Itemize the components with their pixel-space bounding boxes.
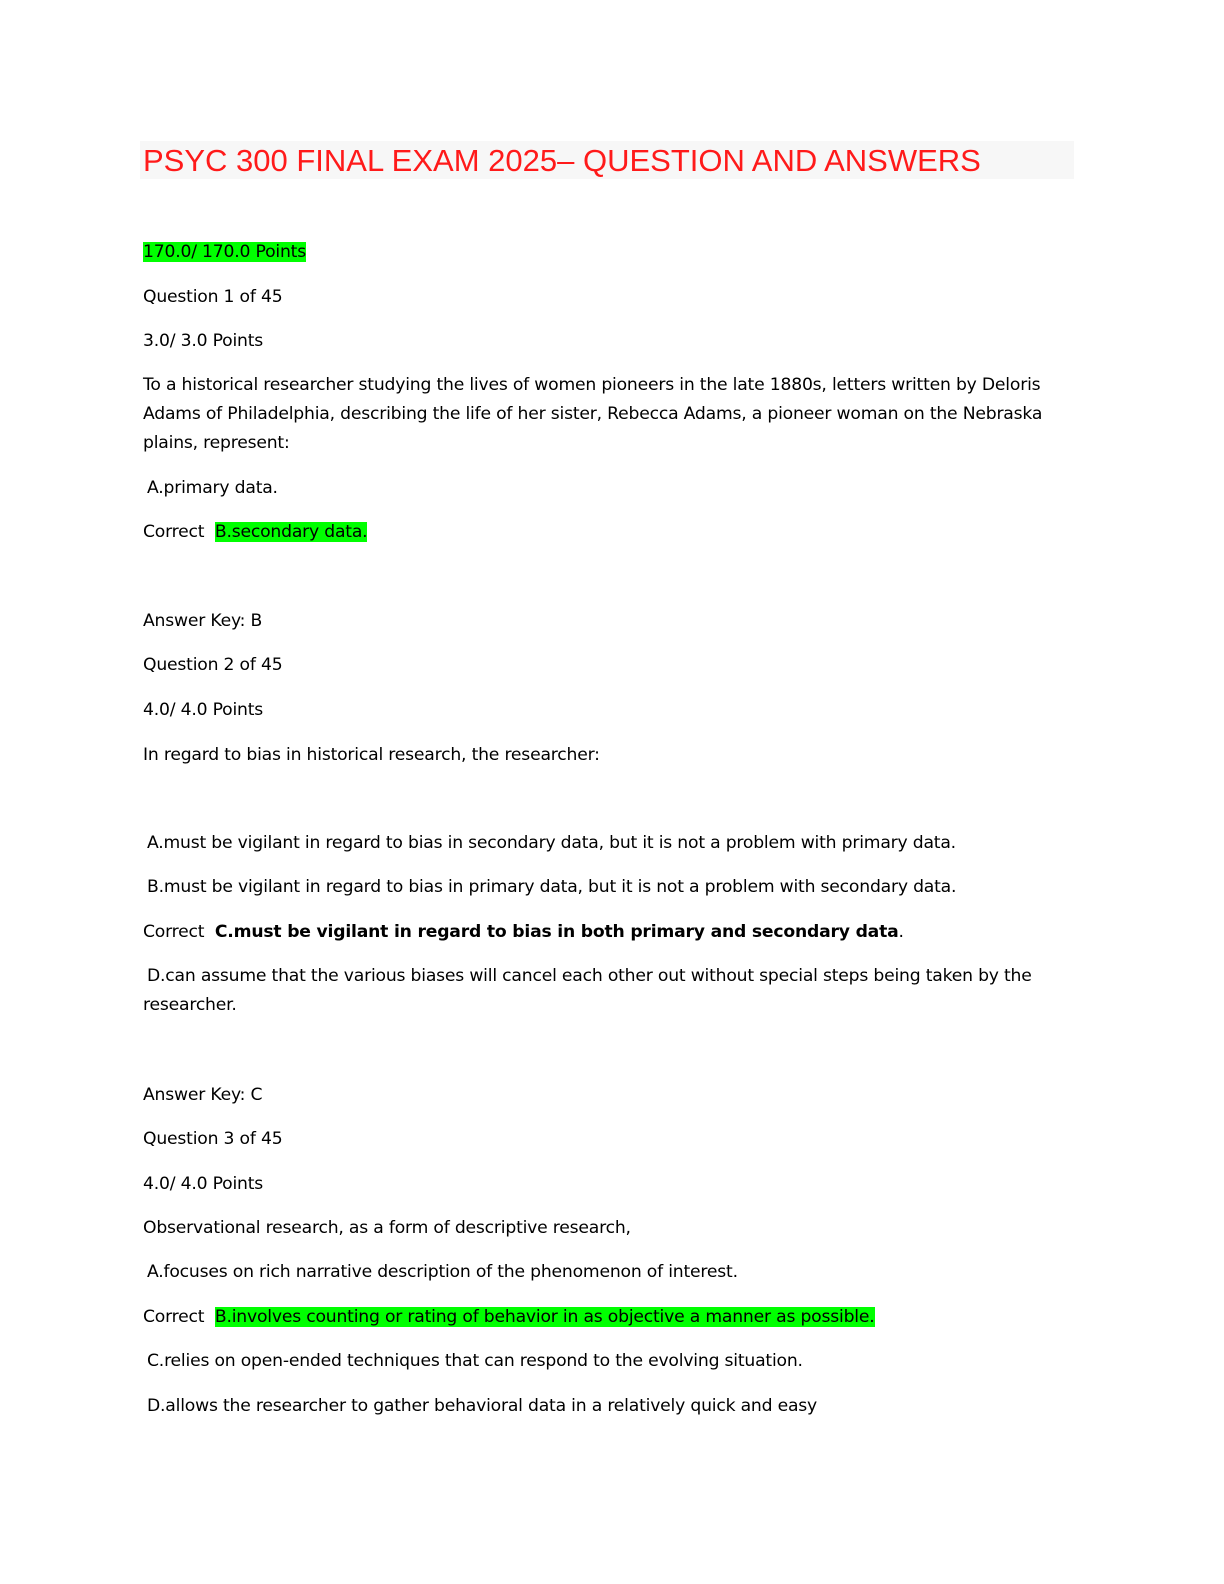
question-3-option-d: D.allows the researcher to gather behavioral data in a relatively quick and easy xyxy=(147,1396,818,1416)
question-3-points: 4.0/ 4.0 Points xyxy=(143,1174,264,1194)
question-2-option-c-period: . xyxy=(898,922,904,942)
question-2-option-a: A.must be vigilant in regard to bias in secondary data, but it is not a problem with primary data. xyxy=(147,833,956,853)
question-2-header: Question 2 of 45 xyxy=(143,655,283,675)
total-score xyxy=(143,238,306,267)
question-1-correct-row xyxy=(143,518,367,547)
question-3-option-c: C.relies on open-ended techniques that can respond to the evolving situation. xyxy=(147,1351,803,1371)
question-1-prompt: To a historical researcher studying the lives of women pioneers in the late 1880s, letters written by Deloris Adams of Philadelphia, describing the life of her sister, Rebecca Adams, a pioneer woman on the Nebraska plains, represent: xyxy=(143,375,1043,453)
question-1-option-a: A.primary data. xyxy=(147,478,278,498)
question-3-header: Question 3 of 45 xyxy=(143,1129,283,1149)
question-3-correct-row xyxy=(143,1303,875,1332)
question-1-option-b-correct: B.secondary data. xyxy=(214,522,368,542)
correct-label: Correct xyxy=(143,522,205,542)
question-2-option-b: B.must be vigilant in regard to bias in primary data, but it is not a problem with secondary data. xyxy=(147,877,957,897)
question-2-prompt: In regard to bias in historical research, the researcher: xyxy=(143,745,600,765)
question-3-prompt: Observational research, as a form of descriptive research, xyxy=(143,1218,631,1238)
question-2-correct-row xyxy=(143,918,904,947)
question-3-option-a: A.focuses on rich narrative description of the phenomenon of interest. xyxy=(147,1262,738,1282)
question-2-option-c-correct: C.must be vigilant in regard to bias in both primary and secondary data xyxy=(214,922,899,942)
question-1-answer-key: Answer Key: B xyxy=(143,611,263,631)
question-1-points: 3.0/ 3.0 Points xyxy=(143,331,264,351)
question-2-option-d: D.can assume that the various biases will cancel each other out without special steps being taken by the researcher. xyxy=(143,966,1032,1015)
question-2-answer-key: Answer Key: C xyxy=(143,1085,263,1105)
question-1-header: Question 1 of 45 xyxy=(143,287,283,307)
question-2-points: 4.0/ 4.0 Points xyxy=(143,700,264,720)
correct-label: Correct xyxy=(143,922,205,942)
total-score-highlight: 170.0/ 170.0 Points xyxy=(143,242,306,262)
question-3-option-b-correct: B.involves counting or rating of behavior in as objective a manner as possible. xyxy=(214,1307,875,1327)
document-title: PSYC 300 FINAL EXAM 2025– QUESTION AND ANSWERS xyxy=(143,143,981,178)
correct-label: Correct xyxy=(143,1307,205,1327)
